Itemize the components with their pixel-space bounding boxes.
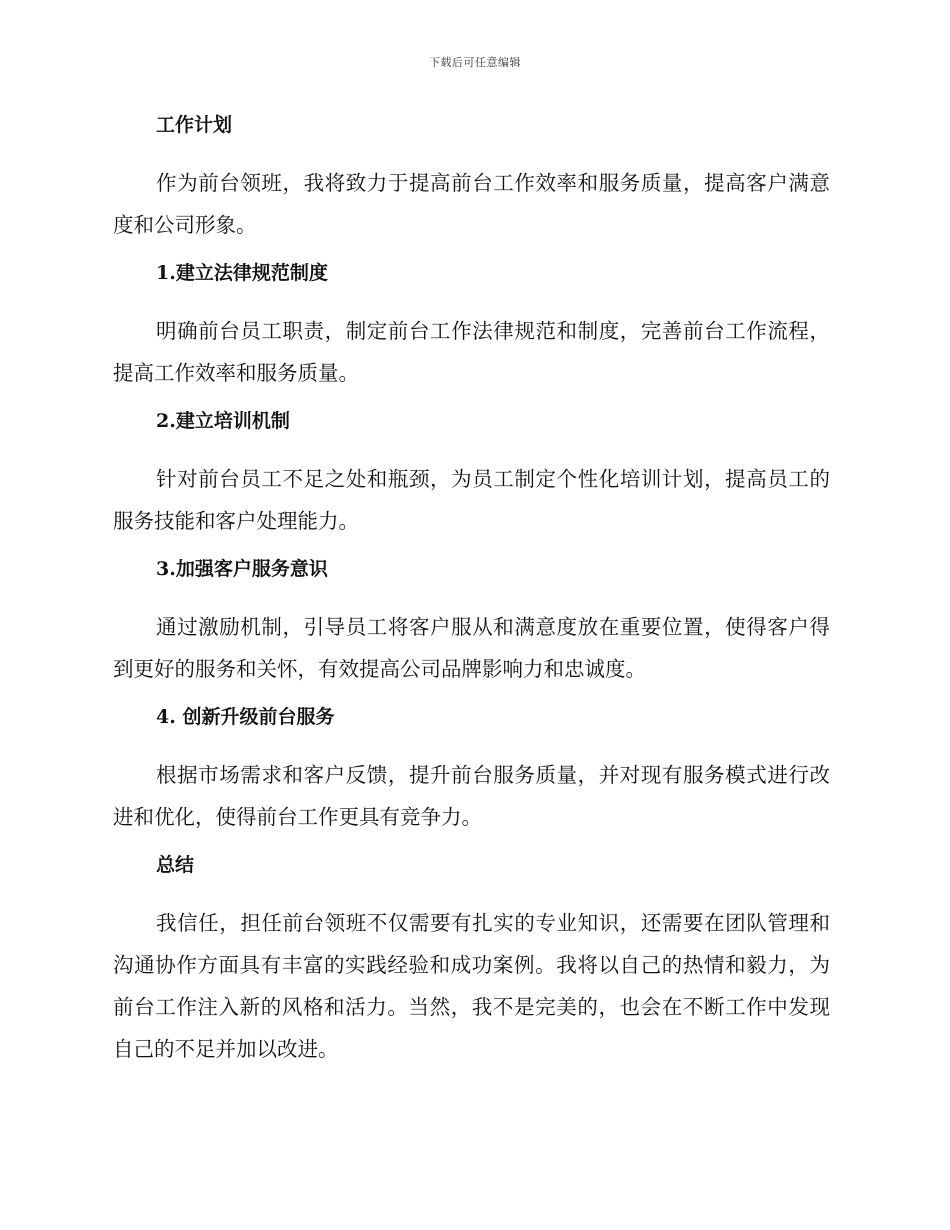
section-training [113,406,830,542]
section-heading: 2.建立培训机制 [156,410,290,432]
document-body [113,110,830,1070]
section-customer-service [113,554,830,690]
page-header: 下载后可任意编辑 [429,56,521,69]
section-heading: 4. 创新升级前台服务 [156,706,335,728]
section-summary [113,850,830,1070]
section-heading: 总结 [156,854,195,876]
section-paragraph: 根据市场需求和客户反馈，提升前台服务质量，并对现有服务模式进行改进和优化，使得前台工作更具有竞争力。 [113,763,830,829]
section-work-plan [113,110,830,246]
section-heading: 工作计划 [156,114,233,136]
section-heading: 3.加强客户服务意识 [156,558,328,580]
section-paragraph: 明确前台员工职责，制定前台工作法律规范和制度，完善前台工作流程，提高工作效率和服务质量。 [113,319,830,385]
section-paragraph: 通过激励机制，引导员工将客户服从和满意度放在重要位置，使得客户得到更好的服务和关怀，有效提高公司品牌影响力和忠诚度。 [113,615,830,681]
section-paragraph: 我信任，担任前台领班不仅需要有扎实的专业知识，还需要在团队管理和沟通协作方面具有丰富的实践经验和成功案例。我将以自己的热情和毅力，为前台工作注入新的风格和活力。当然，我不是完美的，也会在不断工作中发现自己的不足并加以改进。 [113,911,830,1061]
section-paragraph: 作为前台领班，我将致力于提高前台工作效率和服务质量，提高客户满意度和公司形象。 [113,171,830,237]
section-heading: 1.建立法律规范制度 [156,262,328,284]
section-paragraph: 针对前台员工不足之处和瓶颈，为员工制定个性化培训计划，提高员工的服务技能和客户处理能力。 [113,467,830,533]
section-innovation [113,702,830,838]
section-legal-norms [113,258,830,394]
